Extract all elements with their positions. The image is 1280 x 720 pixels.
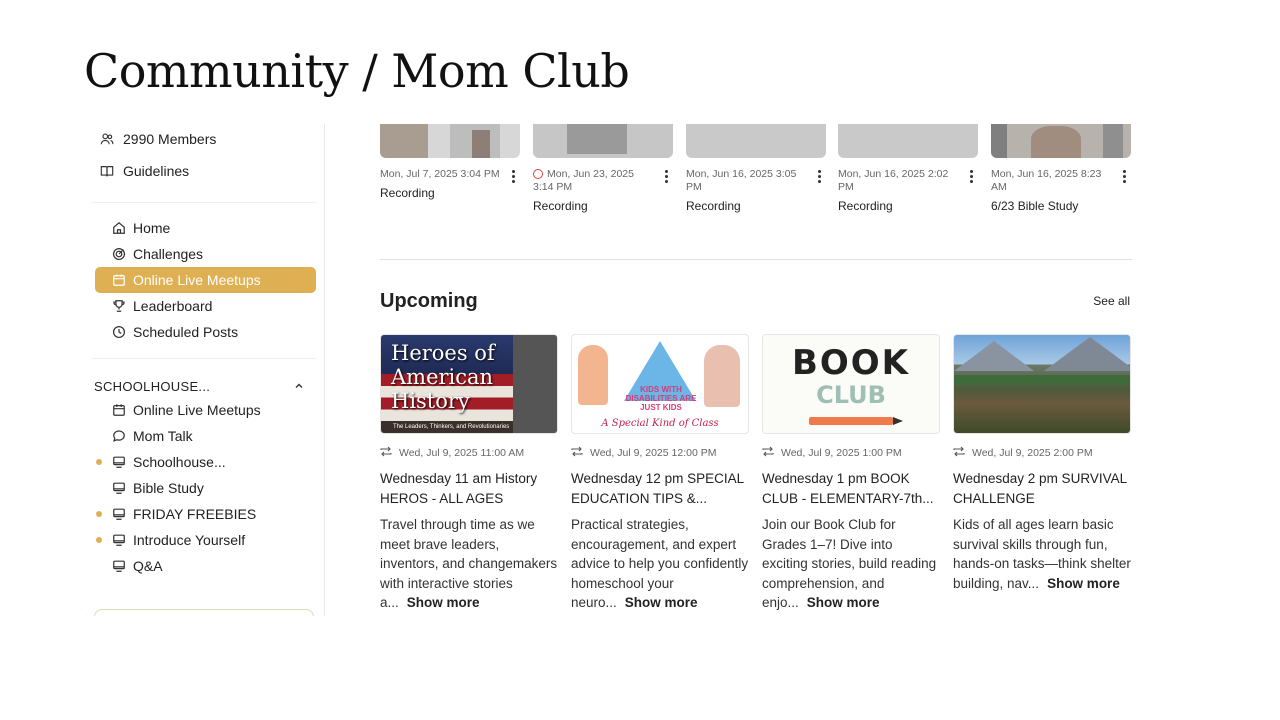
recording-card[interactable] <box>686 124 826 213</box>
upcoming-title: Upcoming <box>380 290 478 312</box>
recording-label: Recording <box>380 186 435 200</box>
sidebar-item-group-online-live-meetups[interactable] <box>95 397 316 423</box>
event-title[interactable]: Wednesday 2 pm SURVIVAL CHALLENGE <box>953 471 1127 506</box>
see-all-link[interactable]: See all <box>1093 294 1130 308</box>
sidebar-item-challenges[interactable] <box>95 241 316 267</box>
group-header-schoolhouse[interactable] <box>94 377 304 395</box>
members-label: 2990 Members <box>123 131 217 147</box>
repeat-icon <box>762 446 774 460</box>
event-date <box>380 446 558 460</box>
monitor-icon <box>112 533 126 547</box>
event-date-text: Wed, Jul 9, 2025 1:00 PM <box>781 447 902 459</box>
event-description-text: Practical strategies, encouragement, and expert advice to help you confidently homeschool your neuro... <box>571 517 749 610</box>
repeat-icon <box>571 446 583 460</box>
recording-card[interactable] <box>533 124 673 213</box>
sidebar-item-q-and-a[interactable] <box>95 553 316 579</box>
more-options-icon[interactable] <box>665 170 669 184</box>
sidebar-divider <box>92 358 316 359</box>
recording-card[interactable] <box>991 124 1131 213</box>
event-card[interactable] <box>571 334 749 613</box>
sidebar-item-home[interactable] <box>95 215 316 241</box>
more-options-icon[interactable] <box>512 170 516 184</box>
event-thumbnail-title: Heroes of American History <box>391 341 495 413</box>
show-more-link[interactable]: Show more <box>806 595 880 610</box>
recording-thumbnail[interactable] <box>991 124 1131 158</box>
group-title: SCHOOLHOUSE... <box>94 378 211 394</box>
guidelines-label: Guidelines <box>123 163 190 179</box>
section-divider <box>380 259 1132 260</box>
event-date-text: Wed, Jul 9, 2025 11:00 AM <box>399 447 525 459</box>
sidebar-item-label: Scheduled Posts <box>133 324 239 340</box>
book-icon <box>100 164 114 178</box>
event-thumbnail-title: BOOK <box>791 343 911 383</box>
calendar-icon <box>112 273 126 287</box>
sidebar-item-label: Online Live Meetups <box>133 402 261 418</box>
event-title[interactable]: Wednesday 12 pm SPECIAL EDUCATION TIPS &... <box>571 471 744 506</box>
sidebar-bottom-card[interactable] <box>94 609 314 616</box>
recording-label: Recording <box>686 199 741 213</box>
recording-label: Recording <box>533 199 588 213</box>
target-icon <box>112 247 126 261</box>
event-date-text: Wed, Jul 9, 2025 12:00 PM <box>590 447 717 459</box>
event-thumbnail[interactable] <box>571 334 749 434</box>
event-description <box>953 515 1131 593</box>
main-content <box>380 124 1132 616</box>
show-more-link[interactable]: Show more <box>1047 575 1120 591</box>
chevron-up-icon[interactable] <box>294 379 304 394</box>
recording-date <box>838 168 978 194</box>
event-thumbnail-subtitle: CLUB <box>816 381 886 409</box>
trophy-icon <box>112 299 126 313</box>
recording-date-text: Mon, Jul 7, 2025 3:04 PM <box>380 168 500 180</box>
recording-label: 6/23 Bible Study <box>991 199 1079 213</box>
clock-icon <box>112 325 126 339</box>
show-more-link[interactable]: Show more <box>624 595 698 610</box>
home-icon <box>112 221 126 235</box>
event-description <box>571 515 749 613</box>
recording-thumbnail[interactable] <box>533 124 673 158</box>
event-thumbnail-subtitle: The Leaders, Thinkers, and Revolutionaries <box>393 424 510 430</box>
recording-date <box>533 168 673 194</box>
recording-card[interactable] <box>838 124 978 213</box>
recording-date <box>686 168 826 194</box>
recording-thumbnail[interactable] <box>686 124 826 158</box>
show-more-link[interactable]: Show more <box>406 595 480 610</box>
recording-date <box>380 168 520 181</box>
sidebar-item-mom-talk[interactable] <box>95 423 316 449</box>
calendar-icon <box>112 403 126 417</box>
event-thumbnail-title: KIDS WITH DISABILITIES ARE JUST KIDS <box>625 385 697 412</box>
recording-date <box>991 168 1131 194</box>
users-icon <box>100 132 114 146</box>
event-card[interactable] <box>380 334 558 613</box>
sidebar-item-label: Q&A <box>133 558 163 574</box>
event-card[interactable] <box>762 334 940 613</box>
monitor-icon <box>112 507 126 521</box>
event-description-text: Travel through time as we meet brave leaders, inventors, and changemakers with interactive stories a... <box>380 517 558 610</box>
event-thumbnail[interactable] <box>762 334 940 434</box>
event-date-text: Wed, Jul 9, 2025 2:00 PM <box>972 447 1093 459</box>
monitor-icon <box>112 455 126 469</box>
event-description-text: Kids of all ages learn basic survival skills through fun, hands-on tasks—think shelter building, nav... <box>953 517 1131 591</box>
repeat-icon <box>380 446 392 460</box>
chat-icon <box>112 429 126 443</box>
sidebar-item-label: Challenges <box>133 246 204 262</box>
event-thumbnail[interactable] <box>380 334 558 434</box>
sidebar-item-scheduled-posts[interactable] <box>95 319 316 345</box>
event-thumbnail-subtitle: A Special Kind of Class <box>601 418 719 429</box>
sidebar <box>84 124 325 616</box>
sidebar-item-introduce-yourself[interactable] <box>95 527 316 553</box>
recording-date-text: Mon, Jun 16, 2025 8:23 AM <box>991 168 1102 193</box>
event-title[interactable]: Wednesday 11 am History HEROS - ALL AGES <box>380 471 538 506</box>
sidebar-item-leaderboard[interactable] <box>95 293 316 319</box>
warning-icon <box>533 169 543 179</box>
recording-date-text: Mon, Jun 16, 2025 2:02 PM <box>838 168 949 193</box>
sidebar-item-label: Home <box>133 220 171 236</box>
sidebar-item-schoolhouse[interactable] <box>95 449 316 475</box>
more-options-icon[interactable] <box>970 170 974 184</box>
recording-date-text: Mon, Jun 16, 2025 3:05 PM <box>686 168 797 193</box>
event-description <box>380 515 558 613</box>
event-description-text: Join our Book Club for Grades 1–7! Dive into exciting stories, build reading comprehension, and enjo... <box>762 517 937 610</box>
event-date <box>953 446 1131 460</box>
members-count[interactable] <box>100 131 216 147</box>
recording-label: Recording <box>838 199 893 213</box>
recording-thumbnail[interactable] <box>838 124 978 158</box>
event-date <box>571 446 749 460</box>
sidebar-item-label: Mom Talk <box>133 428 193 444</box>
sidebar-item-online-live-meetups[interactable] <box>95 267 316 293</box>
page-title: Community / Mom Club <box>84 44 630 98</box>
more-options-icon[interactable] <box>818 170 822 184</box>
monitor-icon <box>112 481 126 495</box>
recording-thumbnail[interactable] <box>380 124 520 158</box>
sidebar-item-label: Bible Study <box>133 480 204 496</box>
guidelines-link[interactable] <box>100 163 189 179</box>
event-date <box>762 446 940 460</box>
event-card[interactable] <box>953 334 1131 593</box>
sidebar-item-label: Schoolhouse... <box>133 454 226 470</box>
sidebar-item-label: Introduce Yourself <box>133 532 246 548</box>
sidebar-item-label: FRIDAY FREEBIES <box>133 506 257 522</box>
more-options-icon[interactable] <box>1123 170 1127 184</box>
sidebar-item-label: Leaderboard <box>133 298 213 314</box>
event-thumbnail[interactable] <box>953 334 1131 434</box>
sidebar-item-label: Online Live Meetups <box>133 272 261 288</box>
recording-card[interactable] <box>380 124 520 200</box>
event-title[interactable]: Wednesday 1 pm BOOK CLUB - ELEMENTARY-7th... <box>762 471 934 506</box>
repeat-icon <box>953 446 965 460</box>
event-description <box>762 515 940 613</box>
sidebar-item-friday-freebies[interactable] <box>95 501 316 527</box>
sidebar-item-bible-study[interactable] <box>95 475 316 501</box>
sidebar-divider <box>92 202 316 203</box>
monitor-icon <box>112 559 126 573</box>
recording-date-text: Mon, Jun 23, 2025 3:14 PM <box>533 168 634 193</box>
